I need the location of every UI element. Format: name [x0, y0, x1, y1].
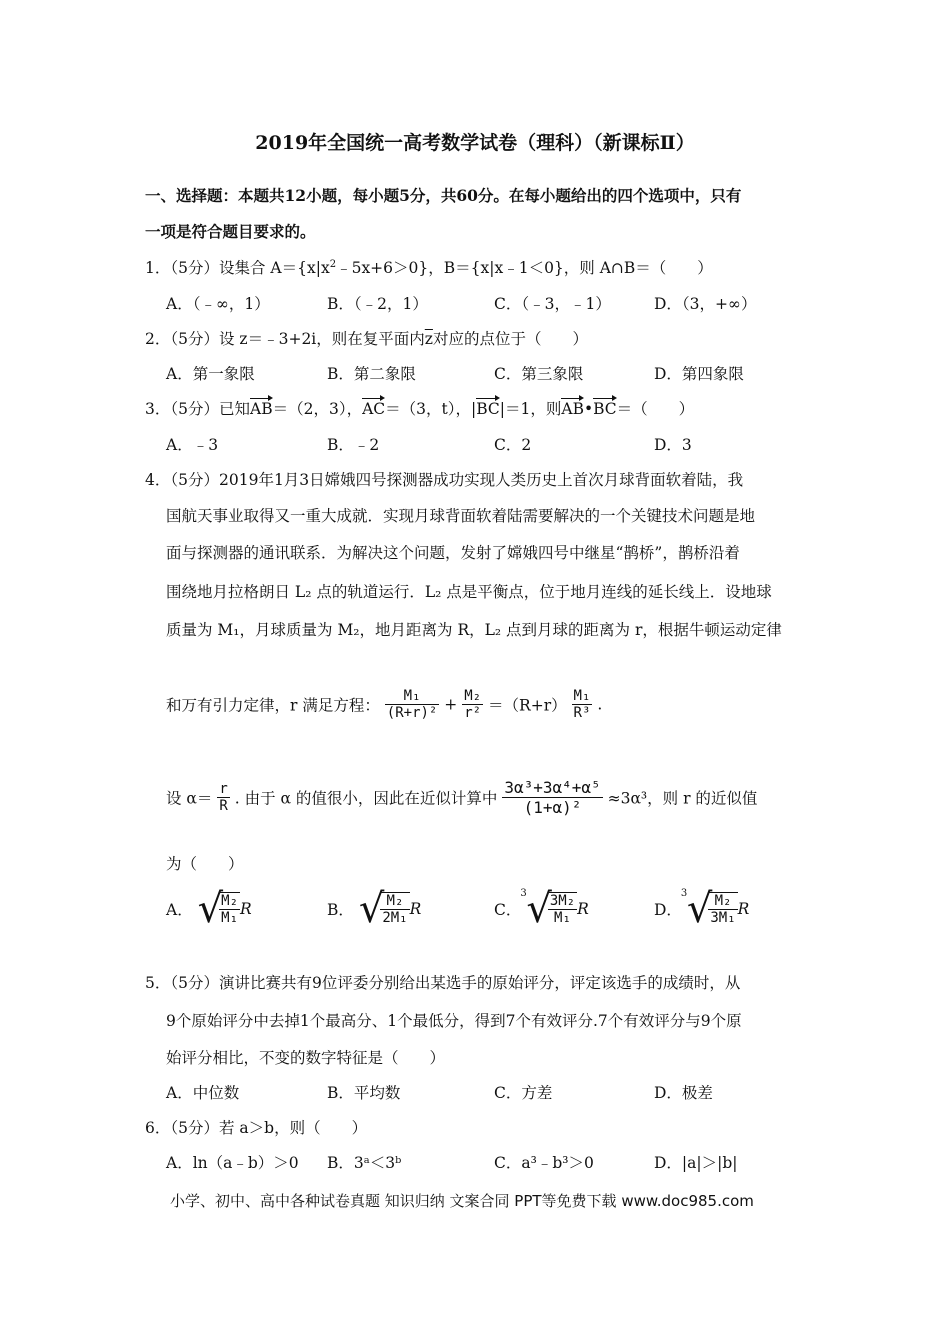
question-3: 3．（5分）已知AB＝（2，3），AC＝（3，t），|BC|＝1，则AB•BC＝（ ）	[145, 400, 695, 418]
q5-option-b: B．平均数	[327, 1084, 401, 1102]
question-4-line1: 4．（5分）2019年1月3日嫦娥四号探测器成功实现人类历史上首次月球背面软着陆，我	[145, 471, 744, 489]
question-6: 6．（5分）若 a＞b，则（ ）	[145, 1119, 368, 1137]
question-4-alpha-line: 设 α＝ $\frac{r}{R}$ . 由于 α 的值很小，因此在近似计算中 $\frac{\text{3α³+3α⁴+α⁵}}{\text{(1+α)²}}$ ≈3α³，则 r 的近似值	[166, 778, 758, 817]
q4-option-b: B． √ $\frac{\text{M₂}}{\text{2M₁}}$ R	[327, 886, 422, 932]
q6-option-a: A．ln（a﹣b）＞0	[166, 1154, 299, 1172]
question-5-line2: 9个原始评分中去掉1个最高分、1个最低分，得到7个有效评分.7个有效评分与9个原	[166, 1012, 742, 1030]
question-4-line3: 面与探测器的通讯联系．为解决这个问题，发射了嫦娥四号中继星“鹊桥”，鹊桥沿着	[166, 544, 740, 562]
page-title: 2019年全国统一高考数学试卷（理科）（新课标Ⅱ）	[255, 132, 695, 154]
question-4-last-line: 为（ ）	[166, 855, 244, 873]
question-4-line2: 国航天事业取得又一重大成就．实现月球背面软着陆需要解决的一个关键技术问题是地	[166, 507, 756, 525]
fraction: $\frac{\text{M₂}}{\text{r²}}$	[464, 688, 482, 721]
q2-option-c: C．第三象限	[494, 365, 584, 383]
question-4-line4: 围绕地月拉格朗日 L₂ 点的轨道运行．L₂ 点是平衡点，位于地月连线的延长线上．设地球	[166, 583, 772, 601]
q3-option-a: A．﹣3	[166, 436, 219, 454]
section-heading-line1: 一、选择题：本题共12小题，每小题5分，共60分。在每小题给出的四个选项中，只有	[145, 186, 742, 205]
q2-option-b: B．第二象限	[327, 365, 416, 383]
section-heading-line2: 一项是符合题目要求的。	[145, 222, 316, 241]
q2-option-a: A．第一象限	[166, 365, 255, 383]
q1-option-d: D．（3，+∞）	[654, 295, 757, 313]
question-5-line1: 5．（5分）演讲比赛共有9位评委分别给出某选手的原始评分，评定该选手的成绩时，从	[145, 974, 741, 992]
q1-option-a: A．（﹣∞，1）	[166, 295, 270, 313]
question-4-line5: 质量为 M₁，月球质量为 M₂，地月距离为 R，L₂ 点到月球的距离为 r，根据牛顿运动定律	[166, 621, 782, 639]
fraction: $\frac{\text{3α³+3α⁴+α⁵}}{\text{(1+α)²}}$	[504, 778, 601, 817]
q6-option-d: D．|a|＞|b|	[654, 1154, 738, 1172]
q5-option-c: C．方差	[494, 1084, 553, 1102]
question-2: 2．（5分）设 z＝﹣3+2i，则在复平面内$\overline{z}$对应的点位于（ ）	[145, 330, 588, 348]
footer-note: 小学、初中、高中各种试卷真题 知识归纳 文案合同 PPT等免费下载 www.doc985.com	[170, 1192, 754, 1210]
q3-option-d: D．3	[654, 436, 692, 454]
question-1: 1．（5分）设集合 $A=\{x|x^2﹣5x+6>0\}$，B＝{x|x﹣1＜0}，则 A∩B＝（ ）	[145, 258, 713, 277]
q5-option-a: A．中位数	[166, 1084, 240, 1102]
q5-option-d: D．极差	[654, 1084, 713, 1102]
fraction: $\frac{\text{M₁}}{\text{R³}}$	[573, 688, 591, 721]
q6-option-b: B．3ᵃ＜3ᵇ	[327, 1154, 402, 1172]
question-5-line3: 始评分相比，不变的数字特征是（ ）	[166, 1049, 446, 1067]
q4-option-d: D． 3 √ $\frac{\text{M₂}}{\text{3M₁}}$ R	[654, 886, 750, 932]
q4-option-a: A． √ $\frac{\text{M₂}}{\text{M₁}}$ R	[166, 886, 252, 932]
q2-option-d: D．第四象限	[654, 365, 744, 383]
fraction: $\frac{r}{R}$	[219, 781, 228, 814]
q4-option-c: C． 3 √ $\frac{\text{3M₂}}{\text{M₁}}$ R	[494, 886, 589, 932]
fraction: $\frac{\text{M₁}}{\text{(R+r)²}}$	[386, 688, 438, 721]
q1-option-b: B．（﹣2，1）	[327, 295, 428, 313]
q3-option-b: B．﹣2	[327, 436, 380, 454]
q6-option-c: C．a³﹣b³＞0	[494, 1154, 594, 1172]
question-4-equation: 和万有引力定律，r 满足方程： $\frac{\text{M₁}}{\text{(R+r)²}}$ + $\frac{\text{M₂}}{\text{r²}}$ ＝（R+r） $\frac{\text{M₁}}{\text{R³}}$ .	[166, 688, 603, 721]
q1-option-c: C．（﹣3，﹣1）	[494, 295, 611, 313]
q3-option-c: C．2	[494, 436, 532, 454]
